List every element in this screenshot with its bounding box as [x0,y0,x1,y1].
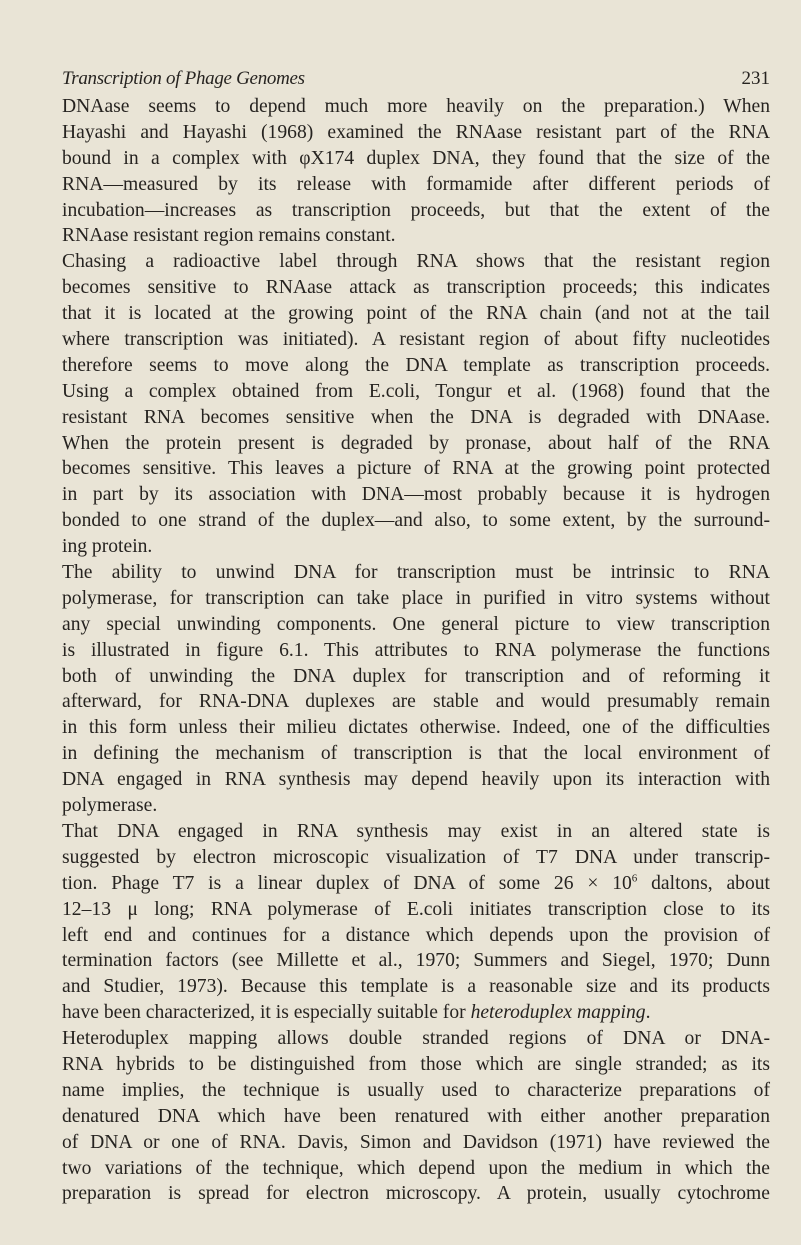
text-line: bound in a complex with φX174 duplex DNA, they found that the size of the [62,147,770,169]
text-line: of DNA or one of RNA. Davis, Simon and Davidson (1971) have reviewed the [62,1131,770,1153]
text-line: where transcription was initiated). A resistant region of about fifty nucleotides [62,329,770,351]
paragraph [62,249,770,560]
text-line: polymerase, for transcription can take place in purified in vitro systems without [62,587,770,609]
body-text [62,94,770,1207]
text-line: any special unwinding components. One general picture to view transcription [62,613,770,635]
text-line: That DNA engaged in RNA synthesis may exist in an altered state is [62,820,770,842]
text-line: DNA engaged in RNA synthesis may depend heavily upon its interaction with [62,769,770,791]
paragraph [62,1026,770,1207]
text-line: ing protein. [62,536,153,558]
text-line: and Studier, 1973). Because this template is a reasonable size and its products [62,976,770,998]
text-line: in defining the mechanism of transcription is that the local environment of [62,743,770,765]
text-line [62,1000,770,1026]
text-line: becomes sensitive to RNAase attack as transcription proceeds; this indicates [62,277,770,299]
text-line: polymerase. [62,795,158,817]
text-line: afterward, for RNA-DNA duplexes are stable and would presumably remain [62,691,770,713]
paragraph [62,94,770,249]
italic-text: heteroduplex mapping [470,1002,646,1024]
running-title: Transcription of Phage Genomes [62,68,305,89]
text-line: name implies, the technique is usually used to characterize preparations of [62,1079,770,1101]
text-line: RNA—measured by its release with formamide after different periods of [62,173,770,195]
text-segment: . [645,1002,651,1024]
text-line: becomes sensitive. This leaves a picture of RNA at the growing point protected [62,458,770,480]
text-line: in part by its association with DNA—most probably because it is hydrogen [62,484,770,506]
text-line: left end and continues for a distance which depends upon the provision of [62,924,770,946]
text-line: RNAase resistant region remains constant. [62,225,396,247]
text-line: suggested by electron microscopic visualization of T7 DNA under transcrip- [62,846,770,868]
text-line: incubation—increases as transcription proceeds, but that the extent of the [62,199,770,221]
text-line: two variations of the technique, which depend upon the medium in which the [62,1157,770,1179]
text-line: is illustrated in figure 6.1. This attributes to RNA polymerase the functions [62,639,770,661]
text-line [62,871,770,897]
text-line: in this form unless their milieu dictates otherwise. Indeed, one of the difficulties [62,717,770,739]
text-line: Hayashi and Hayashi (1968) examined the RNAase resistant part of the RNA [62,121,770,143]
text-line: preparation is spread for electron microscopy. A protein, usually cytochrome [62,1183,770,1205]
text-line: Chasing a radioactive label through RNA shows that the resistant region [62,251,770,273]
text-segment: tion. Phage T7 is a linear duplex of DNA of some 26 × 10 [62,872,632,894]
text-segment: have been characterized, it is especially suitable for [62,1002,471,1024]
text-line: therefore seems to move along the DNA template as transcription proceeds. [62,354,770,376]
text-line: The ability to unwind DNA for transcription must be intrinsic to RNA [62,562,770,584]
running-header [62,68,770,94]
paragraph [62,819,770,1026]
text-line: termination factors (see Millette et al., 1970; Summers and Siegel, 1970; Dunn [62,950,770,972]
text-line: resistant RNA becomes sensitive when the DNA is degraded with DNAase. [62,406,770,428]
text-line: both of unwinding the DNA duplex for transcription and of reforming it [62,665,770,687]
text-line: that it is located at the growing point of the RNA chain (and not at the tail [62,303,770,325]
text-line: 12–13 μ long; RNA polymerase of E.coli initiates transcription close to its [62,898,770,920]
paragraph [62,560,770,819]
text-line: Using a complex obtained from E.coli, Tongur et al. (1968) found that the [62,380,770,402]
text-segment: daltons, about [637,872,770,894]
text-line: bonded to one strand of the duplex—and also, to some extent, by the surround- [62,510,770,532]
text-line: DNAase seems to depend much more heavily on the preparation.) When [62,96,770,117]
page-number: 231 [741,68,770,89]
text-line: Heteroduplex mapping allows double stranded regions of DNA or DNA- [62,1028,770,1050]
text-line: When the protein present is degraded by pronase, about half of the RNA [62,432,770,454]
text-line: RNA hybrids to be distinguished from those which are single stranded; as its [62,1053,770,1075]
superscript: 6 [631,872,638,885]
text-line: denatured DNA which have been renatured with either another preparation [62,1105,770,1127]
